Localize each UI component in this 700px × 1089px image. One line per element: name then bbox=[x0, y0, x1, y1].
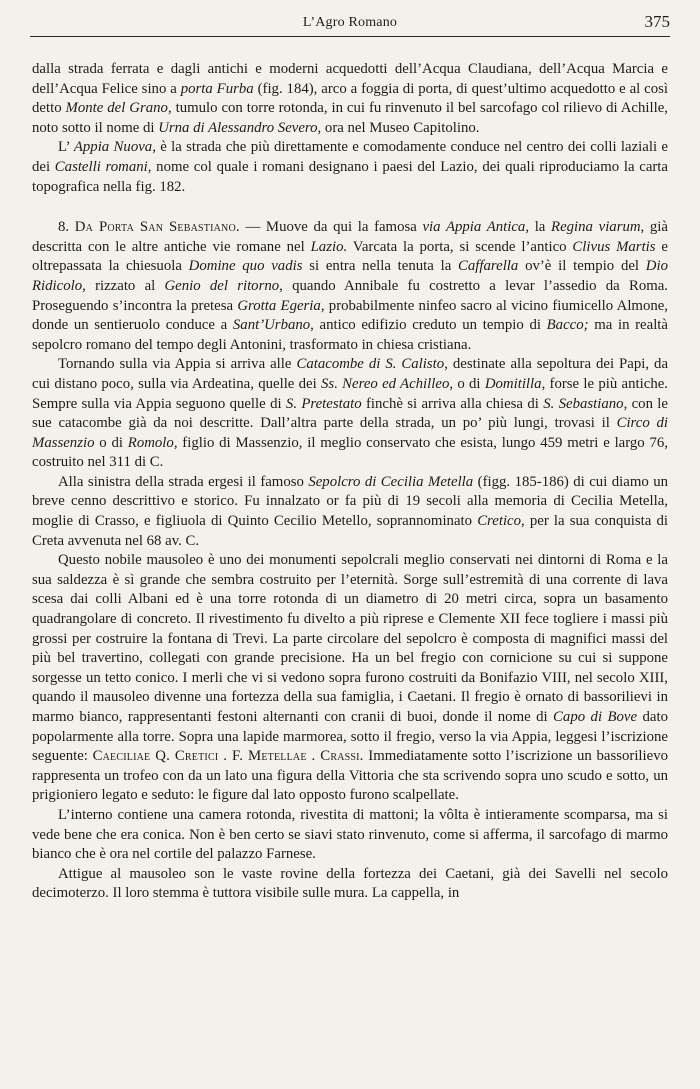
paragraph-aqueducts bbox=[32, 60, 668, 138]
text-run: , con le sue catacombe già da noi descritte. Dall’altra parte della strada, un po’ più lungi, trovasi il bbox=[32, 395, 668, 432]
text-run: Tornando sulla via Appia si arriva alle bbox=[58, 356, 297, 373]
text-run: , forse le più antiche. Sempre sulla via Appia seguono quelle di bbox=[32, 375, 668, 412]
text-run: Attigue al mausoleo son le vaste rovine della fortezza dei Caetani, già dei Savelli nel secolo decimoterzo. Il loro stemma è tuttora visibile sulle mura. La cappella, in bbox=[32, 865, 668, 902]
page-number: 375 bbox=[644, 12, 670, 31]
text-run: L’interno contiene una camera rotonda, rivestita di mattoni; la vôlta è intieramente scomparsa, ma si vede bene che era conica. Non è ben certo se siavi stato rinvenuto, come si afferma, il sarcofago di marmo bianco che è ora nel cortile del palazzo Farnese. bbox=[32, 806, 668, 863]
running-head bbox=[30, 14, 670, 37]
text-run: ma in realtà sepolcro romano del tempo degli Antonini, trasformato in chiesa cristiana. bbox=[32, 317, 668, 353]
italic-term: Appia Nuova bbox=[73, 139, 153, 156]
text-run: Questo nobile mausoleo è uno dei monumenti sepolcrali meglio conservati nei dintorni di Roma e la sua saldezza è sì grande che sembra costruito per l’eternità. Sorge sull’estremità di una corrente di lava scesa dai colli Albani ed è una torre rotonda di un diametro di 20 metri circa, sopra un basamento quadrangolare di concreto. Il rivestimento fu divelto a più riprese e Clemente XII fece togliere i massi più grossi per costruire la fontana di Trevi. La parte circolare del sepolcro è composta di magnifici massi del più bel travertino, collegati con grande precisione. Ha un bel fregio con cornicione su cui si suppone sorgesse un tetto conico. I merli che vi si vedono sopra furono costruiti da Bonifazio VIII, nel secolo XIII, quando il mausoleo divenne una fortezza della sua famiglia, i Caetani. Il fregio è ornato di bassorilievi in marmo bianco, rappresentanti festoni alternanti con cranii di buoi, donde il nome di bbox=[32, 552, 668, 725]
italic-term: Domitilla bbox=[484, 375, 542, 392]
italic-term: Dio Ridicolo bbox=[32, 258, 668, 294]
text-run: Varcata la porta, si scende l’antico bbox=[347, 238, 573, 255]
paragraph-cecilia-metella bbox=[32, 473, 668, 551]
italic-term: S. Pretestato bbox=[285, 395, 362, 412]
text-run: dato popolarmente alla torre. Sopra una lapide marmorea, sotto il fregio, verso la via Appia, leggesi l’iscrizione seguente: bbox=[32, 709, 668, 765]
italic-term: Lazio. bbox=[310, 238, 348, 255]
text-run: , quando Annibale fu costretto a levar l’assedio da Roma. Proseguendo s’incontra la pretesa bbox=[32, 277, 668, 314]
text-run: , probabilmente ninfeo sacro al vicino fiumicello Almone, donde un sentieruolo conduce a bbox=[32, 297, 669, 334]
text-run: — Muove da qui la famosa bbox=[239, 219, 423, 236]
italic-term: Capo di Bove bbox=[553, 709, 638, 725]
text-run: , nome col quale i romani designano i paesi del Lazio, dei quali riproduciamo la carta topografica nella fig. 182. bbox=[32, 158, 668, 195]
italic-term: Clivus Martis bbox=[572, 238, 656, 255]
italic-term: Romolo bbox=[127, 434, 174, 451]
paragraph-caetani-fortress bbox=[32, 865, 668, 904]
text-run: si entra nella tenuta la bbox=[302, 258, 459, 275]
text-run: Alla sinistra della strada ergesi il famoso bbox=[58, 473, 309, 490]
paragraph-porta-san-sebastiano bbox=[32, 218, 668, 355]
italic-term: Urna di Alessandro Severo bbox=[158, 119, 318, 136]
text-run: 8. bbox=[58, 219, 75, 236]
paragraph-interior bbox=[32, 806, 668, 865]
italic-term: Castelli romani bbox=[54, 158, 148, 175]
small-caps-text: Caeciliae Q. Cretici . F. Metellae . Crassi. bbox=[92, 748, 364, 765]
text-run: Immediatamente sotto l’iscrizione un bassorilievo rappresenta un trofeo con da un lato una figura della Vittoria che sta scrivendo sopra uno scudo e sotto, un prigioniero legato e seduto: le figure dal lato opposto furono scalpellate. bbox=[32, 748, 669, 804]
text-run: (fig. 184), arco a foggia di porta, di quest’ultimo acquedotto e al così detto bbox=[32, 80, 668, 117]
italic-term: Genio del ritorno bbox=[164, 277, 280, 294]
italic-term: Ss. Nereo ed Achilleo bbox=[321, 375, 450, 392]
italic-term: Sepolcro di Cecilia Metella bbox=[308, 473, 474, 490]
text-run: , ora nel Museo Capitolino. bbox=[317, 119, 480, 136]
running-title: L’Agro Romano bbox=[302, 15, 398, 30]
italic-term: Monte del Grano bbox=[65, 100, 168, 117]
italic-term: Cretico bbox=[477, 513, 522, 530]
text-run: e oltrepassata la chiesuola bbox=[32, 238, 668, 275]
text-run: , per la sua conquista di Creta avvenuta nel 68 av. C. bbox=[32, 513, 668, 549]
paragraph-appia-nuova bbox=[32, 138, 668, 197]
paragraph-catacombs bbox=[32, 355, 668, 473]
italic-term: via Appia Antica bbox=[422, 219, 526, 236]
italic-term: Regina viarum bbox=[551, 219, 641, 236]
text-run: , o di bbox=[449, 375, 485, 392]
italic-term: porta Furba bbox=[180, 80, 254, 97]
italic-term: S. Sebastiano bbox=[543, 395, 624, 412]
italic-term: Bacco; bbox=[546, 317, 589, 334]
italic-term: Sant’Urbano bbox=[232, 317, 311, 334]
text-run: , tumulo con torre rotonda, in cui fu rinvenuto il bel sarcofago col rilievo di Achille, noto sotto il nome di bbox=[32, 100, 668, 136]
italic-term: Circo di Massenzio bbox=[32, 415, 668, 451]
body-text bbox=[32, 60, 668, 904]
italic-term: Catacombe di S. Calisto bbox=[296, 356, 445, 373]
text-run: , antico edifizio creduto un tempio di bbox=[310, 317, 547, 334]
italic-term: Grotta Egeria bbox=[237, 297, 321, 314]
text-run: finchè si arriva alla chiesa di bbox=[361, 395, 544, 412]
text-run: , figlio di Massenzio, il meglio conservato che esista, lungo 459 metri e largo 76, costruito nel 311 di C. bbox=[32, 434, 668, 471]
text-run: , destinate alla sepoltura dei Papi, da cui distano poco, sulla via Ardeatina, quelle dei bbox=[32, 356, 669, 392]
paragraph-mausoleum bbox=[32, 551, 668, 806]
text-run: dalla strada ferrata e dagli antichi e moderni acquedotti dell’Acqua Claudiana, dell’Acqua Marcia e dell’Acqua Felice sino a bbox=[32, 61, 668, 97]
text-run: L’ bbox=[58, 139, 74, 156]
text-run: ov’è il tempio del bbox=[518, 258, 646, 275]
italic-term: Caffarella bbox=[458, 258, 519, 275]
text-run: , già descritta con le altre antiche vie romane nel bbox=[32, 219, 668, 255]
text-run: , rizzato al bbox=[82, 277, 165, 294]
text-run: o di bbox=[94, 434, 128, 451]
text-run: (figg. 185-186) di cui diamo un breve cenno descrittivo e storico. Fu innalzato or fa più di 19 secoli alla memoria di Cecilia Metella, moglie di Crasso, e figliuola di Quinto Cecilio Metello, soprannominato bbox=[32, 473, 669, 530]
italic-term: Domine quo vadis bbox=[188, 258, 303, 275]
text-run: , è la strada che più direttamente e comodamente conduce nel centro dei colli laziali e dei bbox=[32, 139, 668, 175]
text-run: , la bbox=[525, 219, 552, 236]
small-caps-text: Da Porta San Sebastiano. bbox=[74, 219, 240, 236]
